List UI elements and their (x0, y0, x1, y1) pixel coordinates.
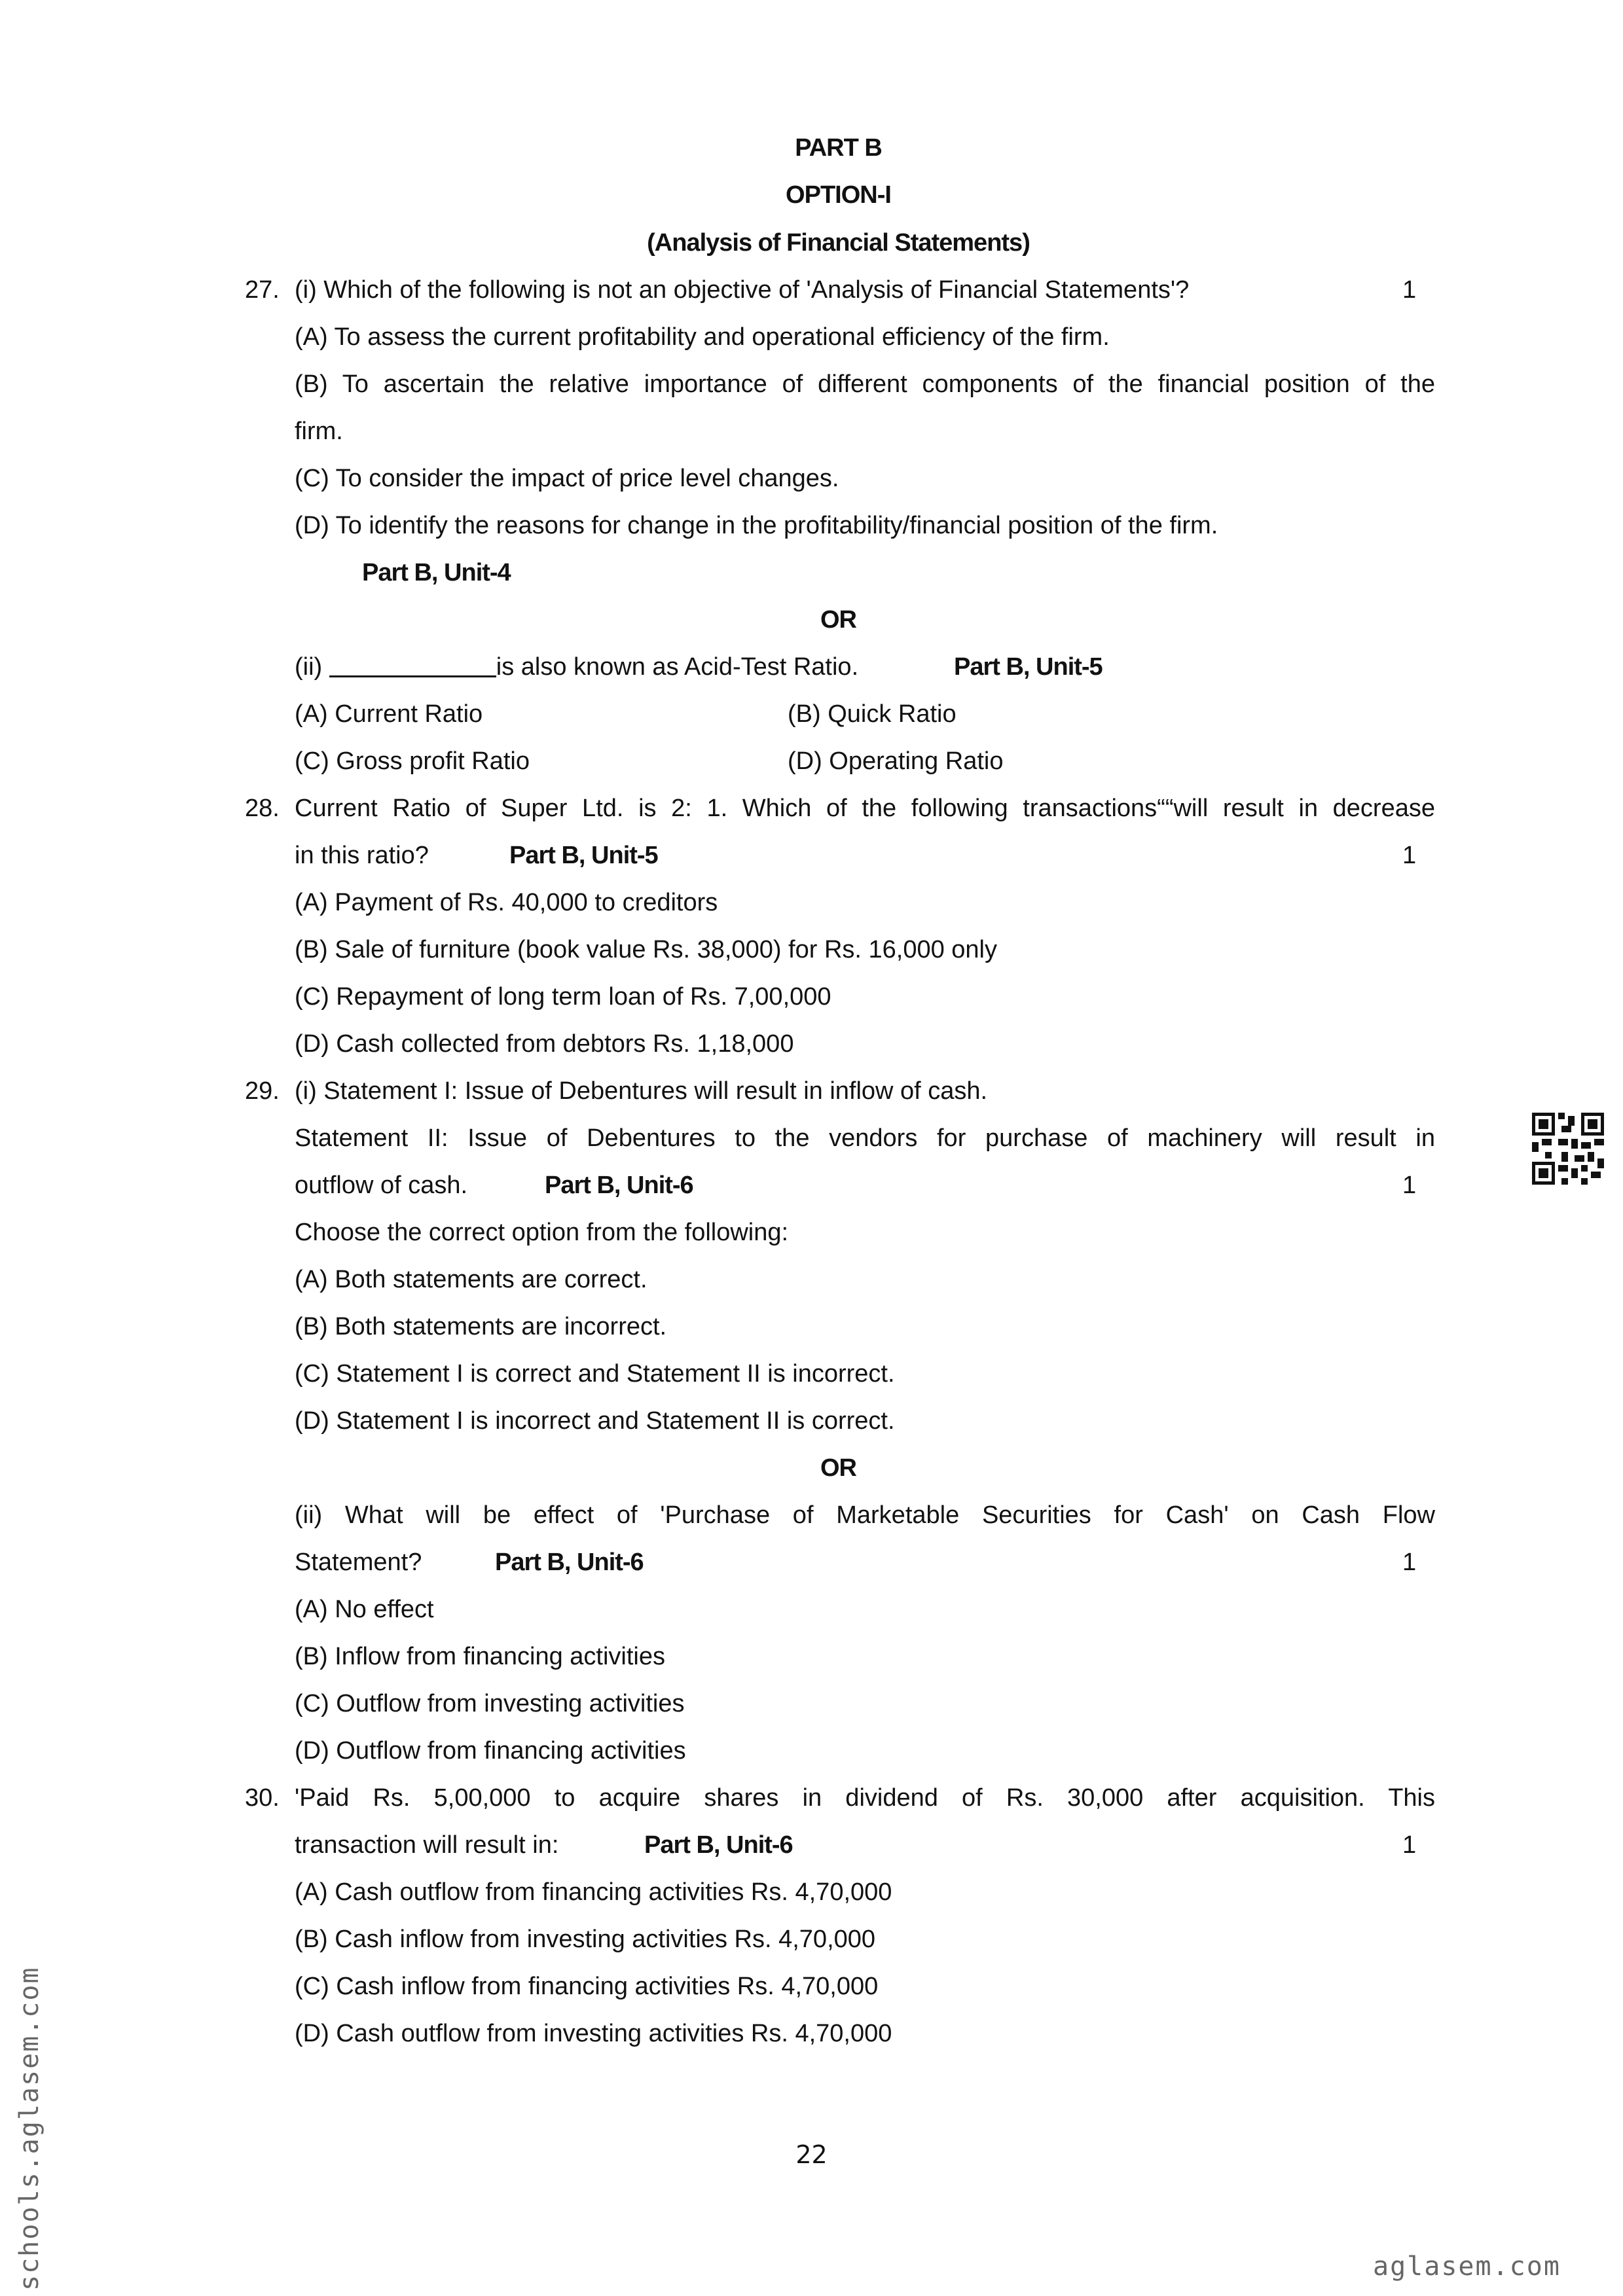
option-d: (D) To identify the reasons for change in the profitability/financial position of the firm. (295, 512, 1218, 539)
option-d: (D) Outflow from financing activities (295, 1737, 686, 1765)
option-b: (B) Quick Ratio (788, 700, 957, 728)
subject-heading: (Analysis of Financial Statements) (647, 229, 1030, 257)
option-a: (A) Both statements are correct. (295, 1266, 647, 1293)
question-stem-ii: (ii) What will be effect of 'Purchase of Marketable Securities for Cash' on Cash Flow (295, 1501, 1435, 1529)
option-b: (B) Sale of furniture (book value Rs. 38,000) for Rs. 16,000 only (295, 936, 997, 963)
option-c: (C) Cash inflow from financing activities Rs. 4,70,000 (295, 1973, 879, 2000)
or-separator: OR (820, 1454, 856, 1482)
option-a: (A) Current Ratio (295, 700, 483, 728)
statement-1: (i) Statement I: Issue of Debentures will result in inflow of cash. (295, 1077, 988, 1105)
fill-blank (329, 653, 496, 677)
sub-question-label: (ii) (295, 653, 323, 681)
option-d: (D) Statement I is incorrect and Statement II is correct. (295, 1407, 895, 1435)
question-number: 29. (245, 1077, 280, 1105)
part-heading: PART B (795, 134, 882, 162)
option-d: (D) Cash collected from debtors Rs. 1,18,000 (295, 1030, 794, 1058)
marks: 1 (1402, 276, 1417, 304)
question-stem-continued: transaction will result in: (295, 1831, 559, 1859)
question-number: 28. (245, 795, 280, 822)
option-d: (D) Operating Ratio (788, 747, 1004, 775)
option-b: (B) To ascertain the relative importance of different components of the financial position of the (295, 370, 1435, 398)
option-b-continued: firm. (295, 418, 343, 445)
statement-2: Statement II: Issue of Debentures to the vendors for purchase of machinery will result in (295, 1124, 1435, 1152)
watermark-right: aglasem.com (1373, 2251, 1561, 2282)
marks: 1 (1402, 1549, 1417, 1576)
marks: 1 (1402, 842, 1417, 869)
option-b: (B) Both statements are incorrect. (295, 1313, 667, 1340)
option-a: (A) Payment of Rs. 40,000 to creditors (295, 889, 718, 916)
unit-tag: Part B, Unit-4 (362, 559, 511, 586)
watermark-left: schools.aglasem.com (14, 1966, 45, 2291)
unit-tag: Part B, Unit-6 (495, 1549, 644, 1576)
unit-tag: Part B, Unit-6 (545, 1172, 693, 1199)
question-number: 27. (245, 276, 280, 304)
option-a: (A) Cash outflow from financing activities Rs. 4,70,000 (295, 1878, 892, 1906)
marks: 1 (1402, 1172, 1417, 1199)
question-stem: 'Paid Rs. 5,00,000 to acquire shares in dividend of Rs. 30,000 after acquisition. This (295, 1784, 1435, 1812)
option-c: (C) Repayment of long term loan of Rs. 7,00,000 (295, 983, 831, 1011)
marks: 1 (1402, 1831, 1417, 1859)
option-c: (C) Statement I is correct and Statement II is incorrect. (295, 1360, 895, 1388)
question-number: 30. (245, 1784, 280, 1812)
option-c: (C) Outflow from investing activities (295, 1690, 685, 1717)
or-separator: OR (820, 606, 856, 634)
unit-tag: Part B, Unit-5 (509, 842, 658, 869)
option-b: (B) Cash inflow from investing activities Rs. 4,70,000 (295, 1926, 876, 1953)
option-a: (A) To assess the current profitability and operational efficiency of the firm. (295, 323, 1110, 351)
option-a: (A) No effect (295, 1596, 434, 1623)
question-stem-continued: in this ratio? (295, 842, 429, 869)
sub-question-text: is also known as Acid-Test Ratio. (496, 653, 859, 681)
question-stem-ii (295, 652, 858, 682)
option-c: (C) To consider the impact of price level changes. (295, 465, 839, 492)
statement-2-continued: outflow of cash. (295, 1172, 468, 1199)
option-d: (D) Cash outflow from investing activities Rs. 4,70,000 (295, 2020, 892, 2047)
instruction: Choose the correct option from the following: (295, 1219, 789, 1246)
qr-code-icon (1532, 1113, 1604, 1185)
unit-tag: Part B, Unit-6 (644, 1831, 793, 1859)
page-number: 22 (795, 2140, 828, 2169)
option-c: (C) Gross profit Ratio (295, 747, 530, 775)
option-b: (B) Inflow from financing activities (295, 1643, 665, 1670)
question-stem: (i) Which of the following is not an objective of 'Analysis of Financial Statements'? (295, 276, 1190, 304)
option-heading: OPTION-I (786, 181, 891, 209)
question-stem: Current Ratio of Super Ltd. is 2: 1. Which of the following transactions““will result in decrease (295, 795, 1435, 822)
question-stem-ii-continued: Statement? (295, 1549, 422, 1576)
unit-tag: Part B, Unit-5 (954, 653, 1103, 681)
